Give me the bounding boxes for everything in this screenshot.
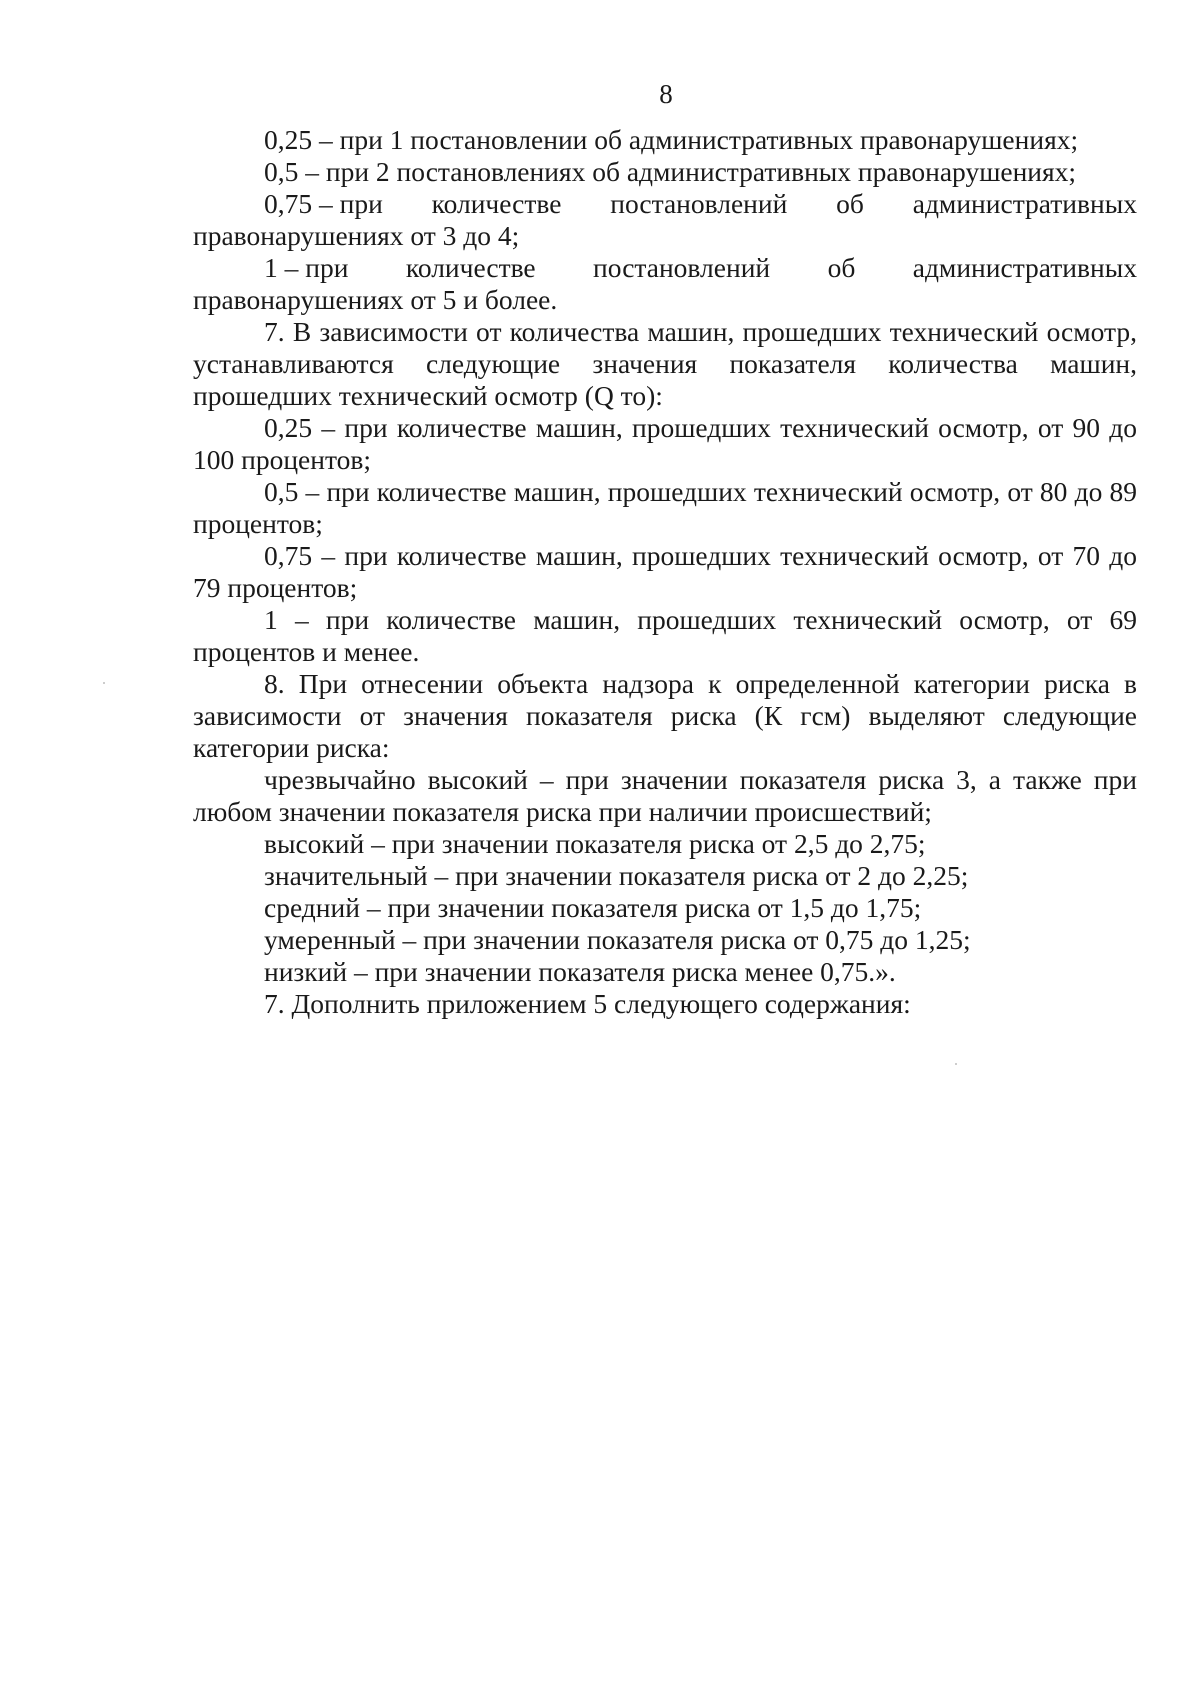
word: об bbox=[827, 252, 856, 283]
word: количестве bbox=[405, 252, 536, 283]
final-amendment-line: 7. Дополнить приложением 5 следующего содержания: bbox=[264, 988, 911, 1019]
word: об bbox=[836, 188, 864, 219]
word: количестве bbox=[431, 188, 562, 219]
risk-significant: значительный – при значении показателя риска от 2 до 2,25; bbox=[264, 860, 969, 891]
paragraph-7-inspection: 7. В зависимости от количества машин, прошедших технический осмотр, устанавливаются следующие значения показателя количества машин, прошедших технический осмотр (Q то): bbox=[193, 316, 1137, 411]
item-1-continuation: правонарушениях от 5 и более. bbox=[193, 284, 558, 315]
scan-speck bbox=[955, 1063, 957, 1065]
item-075-first-line bbox=[193, 188, 1137, 220]
item-025-violations: 0,25 – при 1 постановлении об административных правонарушениях; bbox=[264, 124, 1079, 155]
word: административных bbox=[912, 252, 1137, 283]
inspection-item-05: 0,5 – при количестве машин, прошедших технический осмотр, от 80 до 89 процентов; bbox=[193, 476, 1137, 539]
risk-extremely-high: чрезвычайно высокий – при значении показателя риска 3, а также при любом значении показателя риска при наличии происшествий; bbox=[193, 764, 1137, 827]
page-number: 8 bbox=[659, 79, 673, 109]
item-075-violations bbox=[193, 188, 1137, 252]
item-05-violations: 0,5 – при 2 постановлениях об административных правонарушениях; bbox=[264, 156, 1077, 187]
word: 1 – при bbox=[264, 252, 349, 283]
item-075-continuation: правонарушениях от 3 до 4; bbox=[193, 220, 520, 251]
word: постановлений bbox=[610, 188, 788, 219]
risk-low: низкий – при значении показателя риска менее 0,75.». bbox=[264, 956, 896, 987]
risk-high: высокий – при значении показателя риска от 2,5 до 2,75; bbox=[264, 828, 926, 859]
document-body bbox=[193, 124, 1137, 1020]
word: административных bbox=[912, 188, 1137, 219]
inspection-item-025: 0,25 – при количестве машин, прошедших технический осмотр, от 90 до 100 процентов; bbox=[193, 412, 1137, 475]
paragraph-8-risk-categories: 8. При отнесении объекта надзора к определенной категории риска в зависимости от значения показателя риска (К гсм) выделяют следующие категории риска: bbox=[193, 668, 1137, 763]
risk-medium: средний – при значении показателя риска от 1,5 до 1,75; bbox=[264, 892, 922, 923]
inspection-item-1: 1 – при количестве машин, прошедших технический осмотр, от 69 процентов и менее. bbox=[193, 604, 1137, 667]
item-1-violations bbox=[193, 252, 1137, 316]
word: постановлений bbox=[593, 252, 771, 283]
item-1-first-line bbox=[193, 252, 1137, 284]
inspection-item-075: 0,75 – при количестве машин, прошедших технический осмотр, от 70 до 79 процентов; bbox=[193, 540, 1137, 603]
scan-speck bbox=[103, 682, 105, 684]
risk-moderate: умеренный – при значении показателя риска от 0,75 до 1,25; bbox=[264, 924, 971, 955]
word: 0,75 – при bbox=[264, 188, 383, 219]
